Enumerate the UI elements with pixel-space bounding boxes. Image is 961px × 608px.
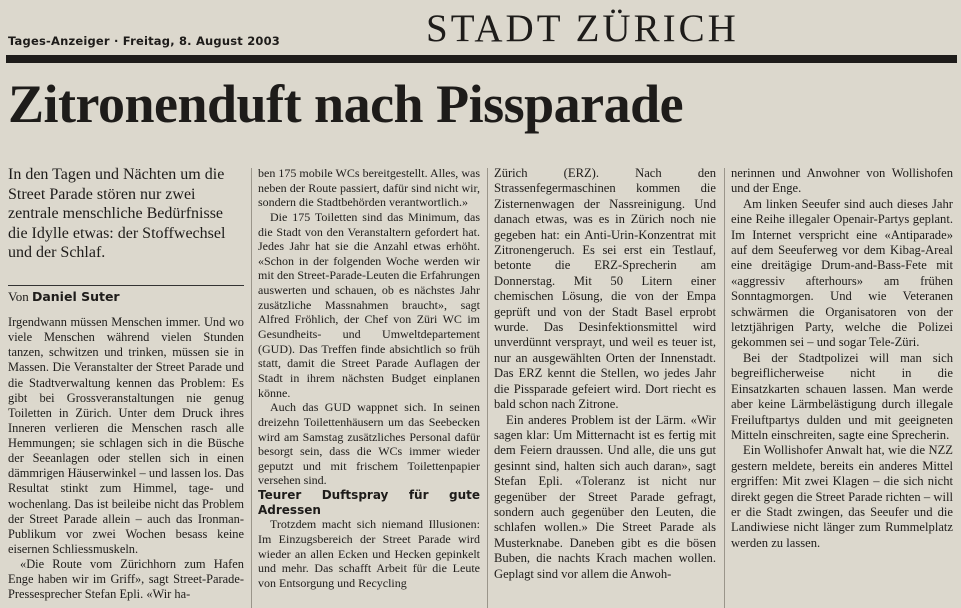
column-4: [731, 166, 953, 551]
paragraph: Zürich (ERZ). Nach den Strassenfegermaschinen kommen die Zisternenwagen der Nassreinigung. Und danach etwas, was es in Zürich noch nie gegeben hat: ein Anti-Urin-Konzentrat mit Zitronengeruch. Es sei erst ein Testlauf, betonte die ERZ-Sprecherin am Donnerstag. Mit 50 Litern einer chemischen Lösung, die von der Empa geprüft und von der Stadt Basel erprobt wurde. Das Desinfektionsmittel wird unverdünnt versprayt, und weil es teuer ist, nur an ausgewählten Orten der Innenstadt. Das ERZ kennt die Stellen, wo jedes Jahr die Pissparade gefeiert wird. Dort riecht es bald schon nach Zitrone.: [494, 166, 716, 412]
lead-paragraph: In den Tagen und Nächten um die Street Parade stören nur zwei zentrale menschliche Bedürfnisse die Idylle etwas: der Stoffwechsel und der Schlaf.: [8, 166, 226, 262]
headline: Zitronenduft nach Pissparade: [8, 74, 684, 134]
section-title: STADT ZÜRICH: [426, 7, 739, 50]
paragraph: «Die Route vom Zürichhorn zum Hafen Enge haben wir im Griff», sagt Street-Parade-Pressesprecher Stefan Epli. «Wir ha-: [8, 557, 244, 602]
byline-prefix: Von: [8, 289, 29, 304]
paragraph: Auch das GUD wappnet sich. In seinen dreizehn Toilettenhäusern um das Seebecken wird am Samstag zusätzliches Personal dafür besorgt sein, dass die WCs immer wieder geputzt und mit frischem Toilettenpapier versehen sind.: [258, 400, 480, 488]
column-3: [494, 166, 716, 582]
column-1: [8, 315, 244, 602]
paragraph: Ein anderes Problem ist der Lärm. «Wir sagen klar: Um Mitternacht ist es fertig mit dem Feiern draussen. Und alle, die uns gut gesinnt sind, halten sich auch daran», sagt Stefan Epli. «Toleranz ist nicht nur gegenüber der Street Parade gefragt, sondern auch gegenüber den Leuten, die schlafen wollen.» Die Street Parade als Musterknabe. Daneben gibt es die bösen Buben, die nachts Krach machen wollen. Geplagt sind vor allem die Anwoh-: [494, 412, 716, 581]
paragraph: Am linken Seeufer sind auch dieses Jahr eine Reihe illegaler Openair-Partys geplant. Im Internet verspricht eine «Antiparade» auf dem Seeuferweg vor dem Kibag-Areal eine dreitägige Drum-and-Bass-Fete mit «aggressiv afterhours» am frühen Sonntagmorgen. Und wie Veteranen schwärmen die Organisatoren von der letztjährigen Party, welche die Polizei gekommen sei – und sogar Tele-Züri.: [731, 196, 953, 350]
paragraph: Ein Wollishofer Anwalt hat, wie die NZZ gestern meldete, bereits ein anderes Mittel ergriffen: Mit zwei Klagen – die sich nicht direkt gegen die Street Parade richten – will er die Stadt zwingen, das Seeufer und die Landiwiese nicht länger zum Rummelplatz werden zu lassen.: [731, 443, 953, 550]
column-2: [258, 166, 480, 591]
subheading: Teurer Duftspray für gute Adressen: [258, 488, 480, 517]
byline-divider: [8, 285, 244, 286]
byline-author: Daniel Suter: [31, 289, 120, 304]
paragraph: Trotzdem macht sich niemand Illusionen: Im Einzugsbereich der Street Parade wird wieder an allen Ecken und Hecken gepinkelt und mehr. Das schafft Arbeit für die Leute von Entsorgung und Recycling: [258, 517, 480, 590]
column-divider: [724, 168, 725, 608]
paragraph: Irgendwann müssen Menschen immer. Und wo viele Menschen während vielen Stunden tanzen, schwitzen und trinken, müssen sie in Massen. Die Veranstalter der Street Parade und die Stadtverwaltung kennen das Problem: Es gibt bei Grossveranstaltungen nie genug Toiletten in Zürich. Unter dem Druck ihres Inneren verlieren die Menschen rasch alle Hemmungen; sie schlagen sich in die Büsche der Seeanlagen oder stellen sich in einen dämmrigen Häuserwinkel – und lassen los. Das Resultat stinkt zum Himmel, tage- und wochenlang. Das ist beileibe nicht das Problem der Street Parade allein – auch das Ironman-Publikum vor zwei Wochen besass keine eisernen Schliessmuskeln.: [8, 315, 244, 556]
paragraph: Die 175 Toiletten sind das Minimum, das die Stadt von den Veranstaltern gefordert hat. Jedes Jahr hat sie die Anzahl etwas erhöht. «Schon in der folgenden Woche werden wir mit den Street-Parade-Leuten die Erfahrungen auswerten und schauen, ob es nächstes Jahr zusätzliche Massnahmen braucht», sagt Alfred Fröhlich, der Chef von Züri WC im Gesundheits- und Umweltdepartement (GUD). Das Treffen finde absichtlich so früh statt, damit die Street Parade Auflagen der Stadt in ihrem nächsten Budget einplanen könne.: [258, 209, 480, 400]
column-divider: [251, 168, 252, 608]
paragraph: Bei der Stadtpolizei will man sich begreiflicherweise nicht in die Einsatzkarten schauen lassen. Man werde aber keine Lärmbelästigung durch illegale Freiluftpartys dulden und mit geeigneten Mitteln einschreiten, sagte eine Sprecherin.: [731, 350, 953, 442]
paragraph: nerinnen und Anwohner von Wollishofen und der Enge.: [731, 166, 953, 196]
column-divider: [487, 168, 488, 608]
masthead-rule: [6, 55, 957, 63]
byline: [8, 289, 120, 305]
masthead-date: Tages-Anzeiger · Freitag, 8. August 2003: [8, 34, 281, 48]
paragraph: ben 175 mobile WCs bereitgestellt. Alles, was neben der Route passiert, dafür sind nicht wir, sondern die Stadtbehörden verantwortlich.»: [258, 166, 480, 210]
